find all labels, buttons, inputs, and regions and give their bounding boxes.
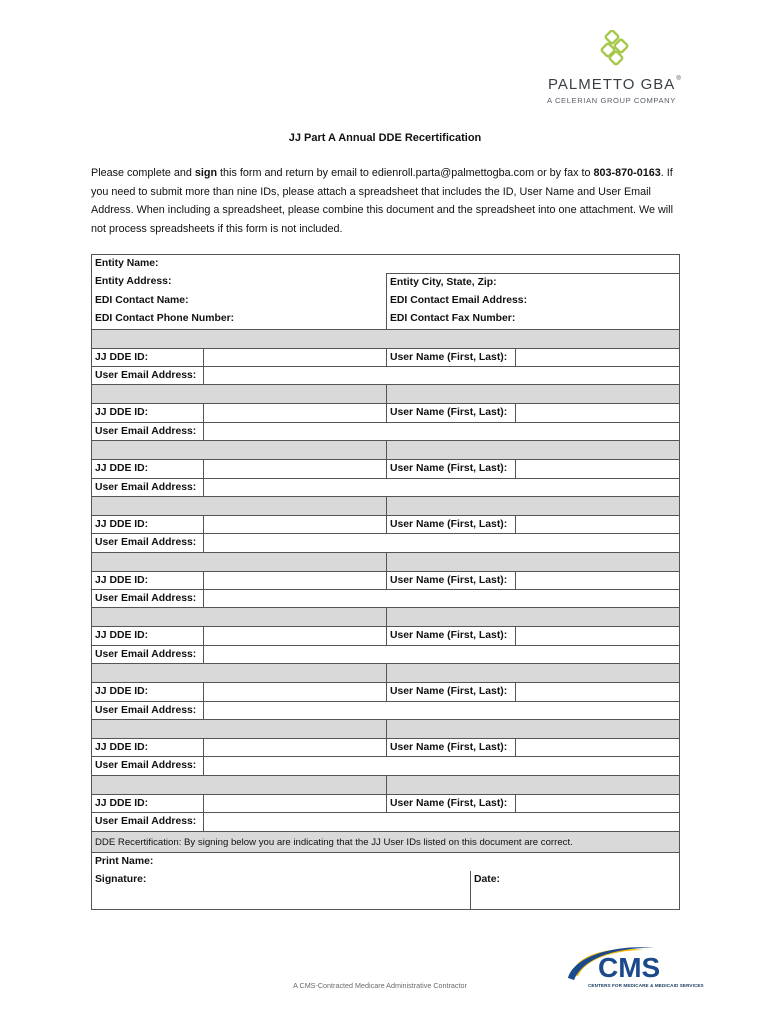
user-id-row: [92, 459, 679, 477]
user-email-row: [92, 366, 679, 384]
user-email-label: User Email Address:: [95, 704, 197, 716]
user-id-row: [92, 403, 679, 421]
separator-row: [92, 607, 679, 626]
jj-dde-id-field[interactable]: [203, 627, 386, 644]
jj-dde-id-label: JJ DDE ID:: [95, 463, 149, 475]
entity-city-state-zip-label: Entity City, State, Zip:: [386, 273, 679, 291]
user-email-field[interactable]: [203, 813, 679, 830]
jj-dde-id-field[interactable]: [203, 739, 386, 756]
user-email-label: User Email Address:: [95, 537, 197, 549]
signature-label: Signature:: [95, 873, 147, 885]
user-name-field[interactable]: [515, 739, 679, 756]
cms-logo: [566, 944, 704, 994]
user-name-label: User Name (First, Last):: [386, 739, 515, 756]
user-name-field[interactable]: [515, 683, 679, 700]
entity-name-field[interactable]: [386, 255, 679, 273]
user-name-field[interactable]: [515, 572, 679, 589]
user-name-label: User Name (First, Last):: [386, 795, 515, 812]
recertification-statement: DDE Recertification: By signing below you are indicating that the JJ User IDs listed on this document are correct.: [92, 831, 679, 852]
jj-dde-id-field[interactable]: [203, 460, 386, 477]
edi-contact-email-label: EDI Contact Email Address:: [386, 292, 679, 310]
user-email-row: [92, 756, 679, 774]
document-title: JJ Part A Annual DDE Recertification: [288, 132, 482, 144]
user-name-field[interactable]: [515, 460, 679, 477]
entity-name-label: Entity Name:: [95, 258, 159, 269]
brand-name: PALMETTO GBA®: [548, 76, 682, 93]
user-email-label: User Email Address:: [95, 425, 197, 437]
edi-contact-phone-label: EDI Contact Phone Number:: [95, 313, 235, 325]
jj-dde-id-label: JJ DDE ID:: [95, 574, 149, 586]
user-email-row: [92, 589, 679, 607]
jj-dde-id-label: JJ DDE ID:: [95, 518, 149, 530]
recertification-form: [91, 254, 680, 910]
jj-dde-id-field[interactable]: [203, 683, 386, 700]
user-name-field[interactable]: [515, 516, 679, 533]
edi-contact-name-label: EDI Contact Name:: [95, 294, 189, 306]
separator-row: [92, 384, 679, 403]
user-entries: [92, 329, 679, 831]
user-email-field[interactable]: [203, 367, 679, 384]
cms-subtitle: CENTERS FOR MEDICARE & MEDICAID SERVICES: [588, 983, 704, 988]
user-email-row: [92, 422, 679, 440]
user-name-label: User Name (First, Last):: [386, 627, 515, 644]
separator-row: [92, 329, 679, 348]
jj-dde-id-field[interactable]: [203, 795, 386, 812]
brand-subtitle: A CELERIAN GROUP COMPANY: [547, 96, 676, 105]
separator-row: [92, 496, 679, 515]
user-name-label: User Name (First, Last):: [386, 349, 515, 366]
user-name-label: User Name (First, Last):: [386, 516, 515, 533]
separator-row: [92, 552, 679, 571]
date-label: Date:: [470, 871, 679, 909]
jj-dde-id-field[interactable]: [203, 572, 386, 589]
user-email-row: [92, 533, 679, 551]
jj-dde-id-field[interactable]: [203, 349, 386, 366]
cms-swoosh-icon: [566, 944, 696, 984]
user-id-row: [92, 626, 679, 644]
user-id-row: [92, 738, 679, 756]
user-id-row: [92, 682, 679, 700]
user-email-field[interactable]: [203, 590, 679, 607]
palmetto-leaf-icon: [595, 30, 635, 70]
user-name-label: User Name (First, Last):: [386, 683, 515, 700]
separator-row: [92, 663, 679, 682]
user-email-field[interactable]: [203, 423, 679, 440]
palmetto-gba-logo: [545, 30, 695, 110]
user-id-row: [92, 571, 679, 589]
user-email-field[interactable]: [203, 757, 679, 774]
separator-row: [92, 719, 679, 738]
user-email-field[interactable]: [203, 534, 679, 551]
jj-dde-id-field[interactable]: [203, 516, 386, 533]
user-name-label: User Name (First, Last):: [386, 460, 515, 477]
separator-row: [92, 440, 679, 459]
user-email-field[interactable]: [203, 702, 679, 719]
edi-contact-fax-label: EDI Contact Fax Number:: [386, 310, 679, 328]
user-email-label: User Email Address:: [95, 760, 197, 772]
user-email-row: [92, 645, 679, 663]
user-name-field[interactable]: [515, 349, 679, 366]
user-email-label: User Email Address:: [95, 648, 197, 660]
jj-dde-id-label: JJ DDE ID:: [95, 797, 149, 809]
user-id-row: [92, 794, 679, 812]
user-name-label: User Name (First, Last):: [386, 404, 515, 421]
svg-text:CMS: CMS: [598, 952, 661, 983]
jj-dde-id-label: JJ DDE ID:: [95, 686, 149, 698]
user-name-label: User Name (First, Last):: [386, 572, 515, 589]
jj-dde-id-label: JJ DDE ID:: [95, 630, 149, 642]
user-email-field[interactable]: [203, 646, 679, 663]
jj-dde-id-label: JJ DDE ID:: [95, 351, 149, 363]
user-email-label: User Email Address:: [95, 593, 197, 605]
user-email-label: User Email Address:: [95, 369, 197, 381]
user-email-label: User Email Address:: [95, 481, 197, 493]
jj-dde-id-field[interactable]: [203, 404, 386, 421]
jj-dde-id-label: JJ DDE ID:: [95, 742, 149, 754]
user-email-label: User Email Address:: [95, 816, 197, 828]
user-name-field[interactable]: [515, 627, 679, 644]
separator-row: [92, 775, 679, 794]
user-email-row: [92, 812, 679, 830]
jj-dde-id-label: JJ DDE ID:: [95, 407, 149, 419]
print-name-label: Print Name:: [95, 855, 154, 867]
instructions-paragraph: Please complete and sign this form and return by email to edienroll.parta@palmettogba.com or by fax to 803-870-0163. If you need to submit more than nine IDs, please attach a spreadsheet that includes the ID, User Name and User Email Address. When including a spreadsheet, please combine this document and the spreadsheet into one attachment. We will not process spreadsheets if this form is not included.: [91, 167, 673, 235]
user-email-row: [92, 701, 679, 719]
contractor-footnote: A CMS-Contracted Medicare Administrative Contractor: [293, 981, 467, 990]
user-name-field[interactable]: [515, 404, 679, 421]
user-id-row: [92, 515, 679, 533]
user-name-field[interactable]: [515, 795, 679, 812]
entity-address-label: Entity Address:: [95, 276, 172, 288]
user-email-field[interactable]: [203, 479, 679, 496]
user-email-row: [92, 478, 679, 496]
user-id-row: [92, 348, 679, 366]
